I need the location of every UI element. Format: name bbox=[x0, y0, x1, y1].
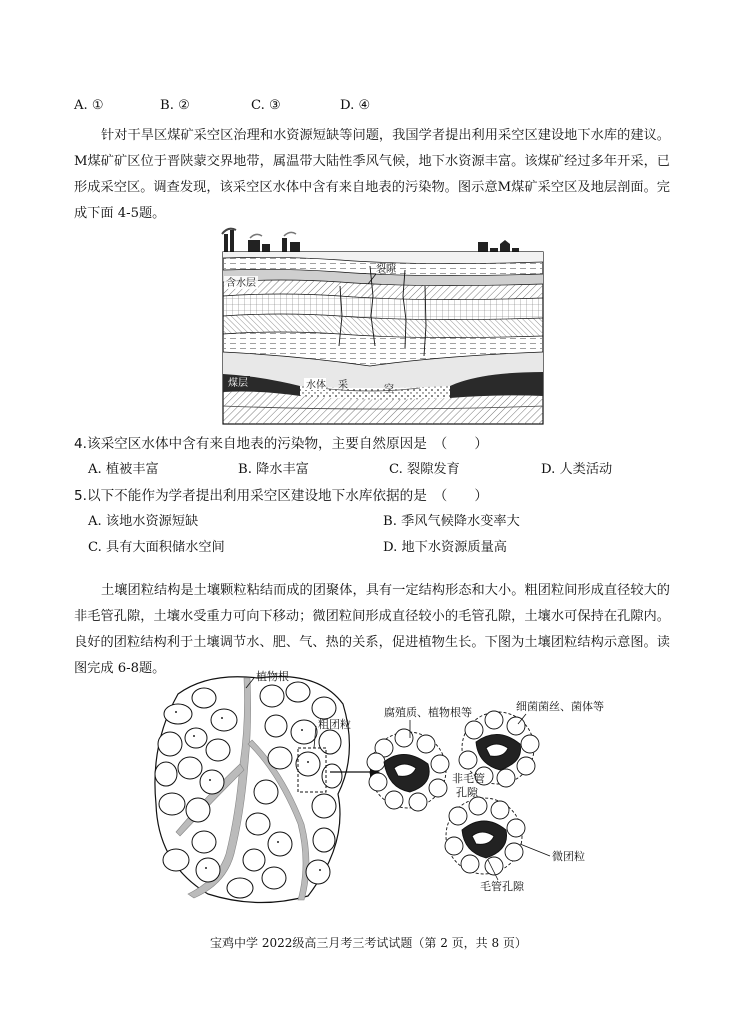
label-noncapillary-1: 非毛管 bbox=[452, 772, 485, 785]
q5-option-a: A. 该地水资源短缺 bbox=[88, 514, 199, 529]
soil-aggregate-figure bbox=[148, 664, 618, 914]
micro-aggregate-1 bbox=[367, 729, 449, 811]
q3-option-a: A. ① bbox=[74, 98, 104, 113]
q4-option-c: C. 裂隙发育 bbox=[389, 462, 460, 477]
q3-option-d: D. ④ bbox=[340, 98, 371, 113]
q5-stem: 5.以下不能作为学者提出利用采空区建设地下水库依据的是 （ ） bbox=[74, 488, 488, 504]
label-micro-aggregate: 微团粒 bbox=[552, 850, 585, 863]
q4-option-b: B. 降水丰富 bbox=[238, 462, 309, 477]
label-aquifer: 含水层 bbox=[226, 278, 256, 289]
q4-option-a: A. 植被丰富 bbox=[88, 462, 159, 477]
q5-option-b: B. 季风气候降水变率大 bbox=[383, 514, 520, 529]
q5-option-d: D. 地下水资源质量高 bbox=[383, 540, 507, 555]
label-humus: 腐殖质、植物根等 bbox=[384, 706, 472, 719]
factory-chimneys-left bbox=[222, 229, 300, 252]
micro-aggregate-3 bbox=[445, 797, 525, 875]
q3-option-b: B. ② bbox=[160, 98, 190, 113]
intro-6-8-text: 土壤团粒结构是土壤颗粒粘结而成的团聚体，具有一定结构形态和大小。粗团粒间形成直径较大的非毛管孔隙，土壤水受重力可向下移动；微团粒间形成直径较小的毛管孔隙，土壤水可保持在孔隙内。良好的团粒结构利于土壤调节水、肥、气、热的关系，促进植物生长。下图为土壤团粒结构示意图。读图完成 6-8题。 bbox=[74, 583, 670, 676]
goaf-cross-section-figure bbox=[220, 226, 546, 426]
label-fungi: 细菌菌丝、菌体等 bbox=[516, 700, 604, 713]
q5-option-c: C. 具有大面积储水空间 bbox=[88, 540, 225, 555]
label-mined-2: 空 bbox=[384, 384, 394, 395]
label-plant-root: 植物根 bbox=[256, 670, 289, 683]
intro-4-5-text: 针对干旱区煤矿采空区治理和水资源短缺等问题，我国学者提出利用采空区建设地下水库的建议。M煤矿矿区位于晋陕蒙交界地带，属温带大陆性季风气候，地下水资源丰富。该煤矿经过多年开采，已形成采空区。调查发现，该采空区水体中含有来自地表的污染物。图示意M煤矿采空区及地层剖面。完成下面 4-5题。 bbox=[74, 128, 670, 221]
q4-stem: 4.该采空区水体中含有来自地表的污染物，主要自然原因是 （ ） bbox=[74, 436, 488, 452]
q4-option-d: D. 人类活动 bbox=[541, 462, 613, 477]
label-capillary-pore: 毛管孔隙 bbox=[480, 880, 524, 893]
micro-aggregate-group bbox=[367, 711, 539, 875]
label-coarse-aggregate: 粗团粒 bbox=[318, 718, 351, 731]
q3-option-c: C. ③ bbox=[251, 98, 281, 113]
label-noncapillary-2: 孔隙 bbox=[456, 786, 478, 799]
label-water-body: 水体 bbox=[306, 380, 326, 391]
label-coal-seam: 煤层 bbox=[228, 378, 248, 389]
label-mined: 采 bbox=[338, 380, 348, 391]
intro-4-5 bbox=[74, 123, 670, 227]
page-footer: 宝鸡中学 2022级高三月考三考试试题（第 2 页，共 8 页） bbox=[210, 936, 527, 950]
label-crack: 裂隙 bbox=[376, 264, 396, 275]
